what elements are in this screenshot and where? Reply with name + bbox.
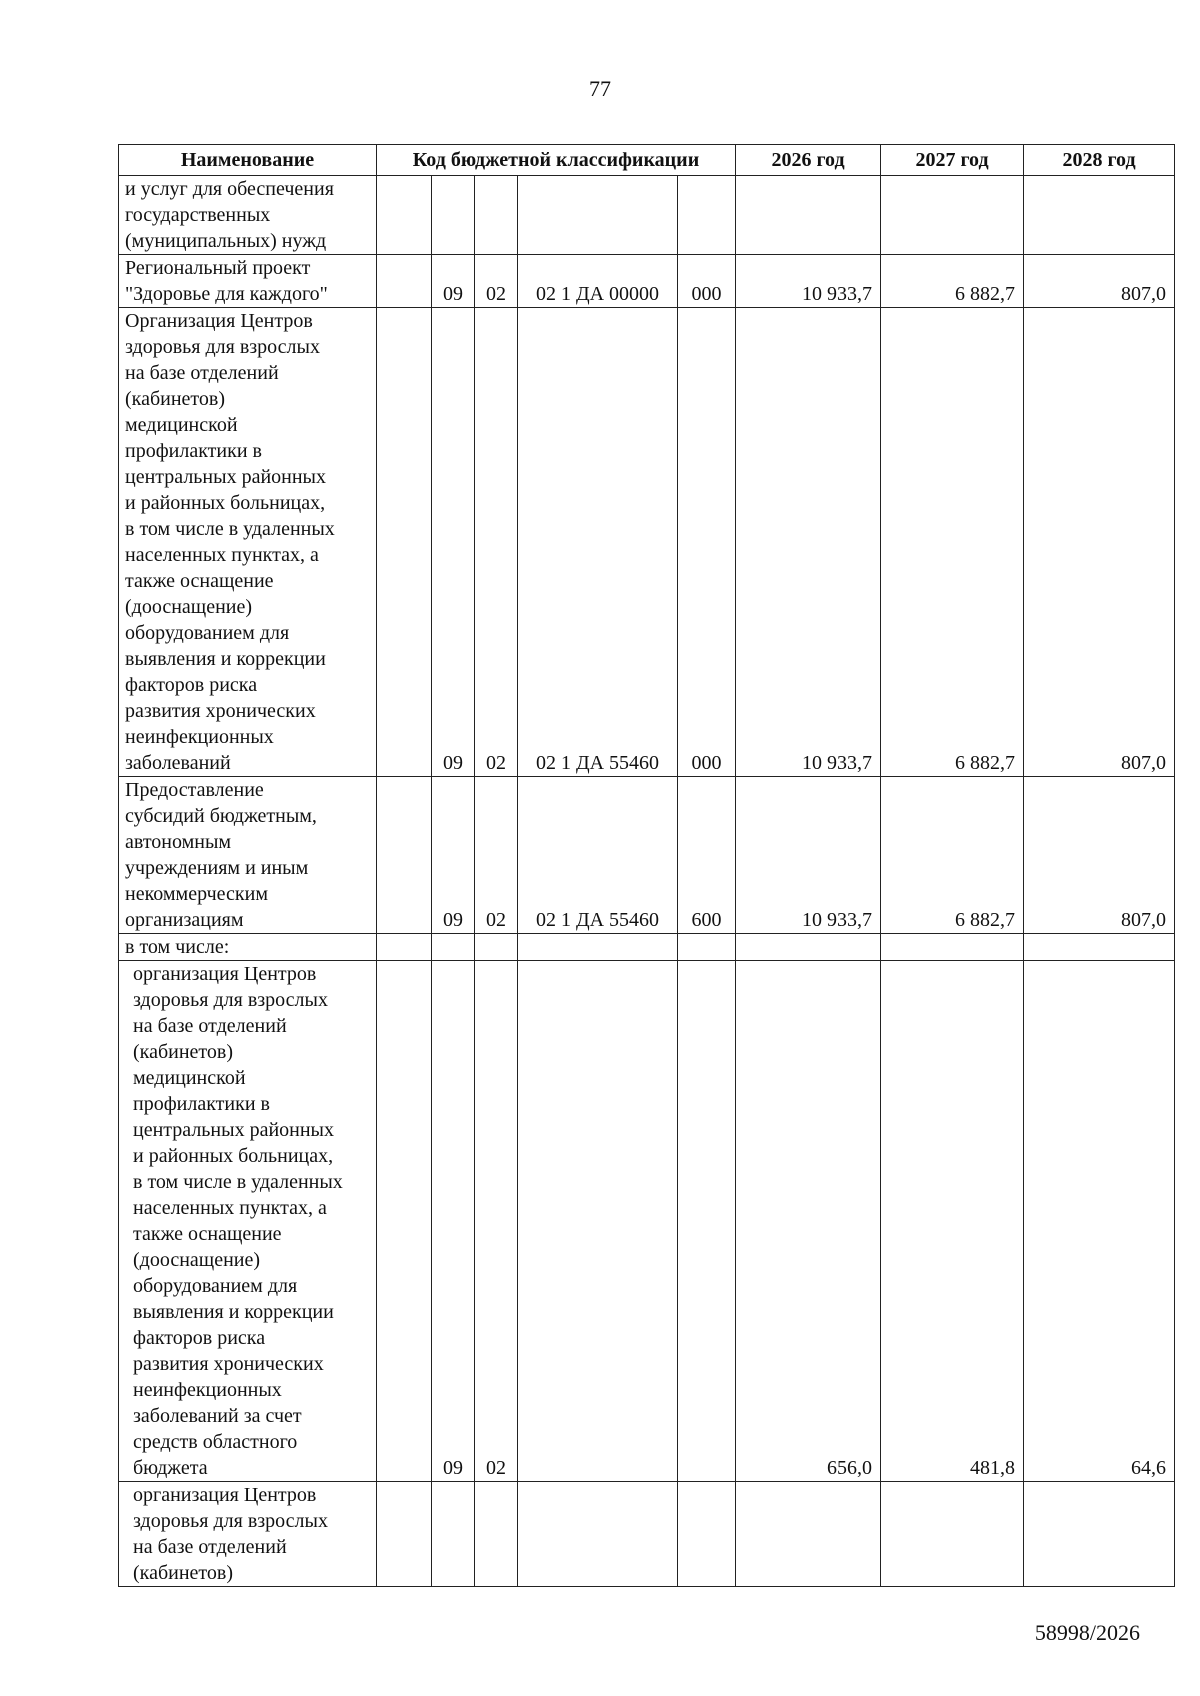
- row-code-subsection: 02: [475, 255, 518, 308]
- row-code-spacer: [377, 934, 432, 961]
- row-name-line: факторов риска: [133, 1327, 266, 1349]
- row-value-2026: 10 933,7: [736, 308, 881, 777]
- row-value-2028: 807,0: [1024, 308, 1175, 777]
- table-row: [119, 777, 1175, 934]
- row-code-subsection: 02: [475, 961, 518, 1482]
- row-value-2028: [1024, 934, 1175, 961]
- row-code-spacer: [377, 1482, 432, 1587]
- row-name-line: и услуг для обеспечения: [125, 178, 334, 200]
- row-name-line: центральных районных: [125, 466, 326, 488]
- row-name-line: на базе отделений: [133, 1015, 287, 1037]
- row-name-line: оборудованием для: [133, 1275, 298, 1297]
- row-name: [119, 176, 377, 255]
- row-code-section: [432, 934, 475, 961]
- row-name-line: заболеваний за счет: [133, 1405, 302, 1427]
- row-name-line: автономным: [125, 831, 232, 853]
- row-name-line: профилактики в: [125, 440, 262, 462]
- row-name-line: (муниципальных) нужд: [125, 230, 327, 252]
- row-name-line: (кабинетов): [133, 1041, 233, 1063]
- row-name-line: (кабинетов): [125, 388, 225, 410]
- row-value-2027: 6 882,7: [881, 777, 1024, 934]
- page-number: 77: [589, 76, 611, 101]
- row-name-line: населенных пунктах, а: [125, 544, 319, 566]
- row-code-section: 09: [432, 777, 475, 934]
- row-name-line: "Здоровье для каждого": [125, 283, 328, 305]
- row-value-2027: 6 882,7: [881, 308, 1024, 777]
- row-value-2026: [736, 176, 881, 255]
- row-name-line: организация Центров: [133, 963, 317, 985]
- row-code-subsection: [475, 1482, 518, 1587]
- row-code-spacer: [377, 961, 432, 1482]
- table-header-row: [119, 145, 1175, 176]
- row-code-target: [518, 1482, 678, 1587]
- row-name: [119, 1482, 377, 1587]
- row-code-subsection: [475, 176, 518, 255]
- row-code-subsection: 02: [475, 777, 518, 934]
- row-name-line: также оснащение: [125, 570, 274, 592]
- header-code: Код бюджетной классификации: [377, 145, 736, 176]
- row-value-2028: [1024, 176, 1175, 255]
- row-name-line: выявления и коррекции: [133, 1301, 334, 1323]
- row-value-2027: [881, 1482, 1024, 1587]
- row-code-spacer: [377, 176, 432, 255]
- row-name-line: здоровья для взрослых: [133, 989, 328, 1011]
- row-value-2026: 10 933,7: [736, 777, 881, 934]
- row-name-line: выявления и коррекции: [125, 648, 326, 670]
- row-code-section: 09: [432, 255, 475, 308]
- row-name-line: на базе отделений: [133, 1536, 287, 1558]
- row-name-line: средств областного: [133, 1431, 298, 1453]
- row-code-target: 02 1 ДА 55460: [518, 308, 678, 777]
- row-name-line: некоммерческим: [125, 883, 268, 905]
- row-value-2027: [881, 934, 1024, 961]
- row-name-line: медицинской: [125, 414, 238, 436]
- row-code-expense: 000: [678, 255, 736, 308]
- row-name-line: Предоставление: [125, 779, 264, 801]
- row-value-2028: [1024, 1482, 1175, 1587]
- row-code-spacer: [377, 255, 432, 308]
- row-value-2026: 656,0: [736, 961, 881, 1482]
- row-value-2028: 807,0: [1024, 777, 1175, 934]
- row-name-line: субсидий бюджетным,: [125, 805, 317, 827]
- row-code-subsection: 02: [475, 308, 518, 777]
- row-name-line: оборудованием для: [125, 622, 290, 644]
- row-name-line: центральных районных: [133, 1119, 334, 1141]
- table-row: [119, 934, 1175, 961]
- row-value-2027: [881, 176, 1024, 255]
- row-name-line: учреждениям и иным: [125, 857, 309, 879]
- row-code-expense: 600: [678, 777, 736, 934]
- row-name-line: в том числе в удаленных: [133, 1171, 343, 1193]
- row-code-section: 09: [432, 961, 475, 1482]
- row-name-line: населенных пунктах, а: [133, 1197, 327, 1219]
- row-name: [119, 961, 377, 1482]
- header-name: Наименование: [119, 145, 377, 176]
- row-name-line: здоровья для взрослых: [125, 336, 320, 358]
- row-code-expense: [678, 934, 736, 961]
- row-name-line: факторов риска: [125, 674, 258, 696]
- table-row: [119, 961, 1175, 1482]
- row-name: [119, 934, 377, 961]
- row-code-expense: 000: [678, 308, 736, 777]
- row-name-line: также оснащение: [133, 1223, 282, 1245]
- row-name-line: заболеваний: [125, 752, 231, 774]
- row-value-2027: 481,8: [881, 961, 1024, 1482]
- row-name-line: организация Центров: [133, 1484, 317, 1506]
- row-name-line: (дооснащение): [133, 1249, 261, 1271]
- row-name-line: неинфекционных: [125, 726, 274, 748]
- row-code-section: [432, 1482, 475, 1587]
- row-value-2026: [736, 934, 881, 961]
- table-row: [119, 1482, 1175, 1587]
- row-code-target: [518, 934, 678, 961]
- row-value-2028: 807,0: [1024, 255, 1175, 308]
- row-name-line: развития хронических: [133, 1353, 324, 1375]
- row-code-spacer: [377, 308, 432, 777]
- row-name-line: и районных больницах,: [125, 492, 326, 514]
- row-code-target: [518, 176, 678, 255]
- row-name-line: организациям: [125, 909, 244, 931]
- row-name: [119, 255, 377, 308]
- row-name-line: (дооснащение): [125, 596, 253, 618]
- row-code-target: 02 1 ДА 00000: [518, 255, 678, 308]
- row-name-line: в том числе в удаленных: [125, 518, 335, 540]
- row-name: [119, 777, 377, 934]
- header-2027: 2027 год: [881, 145, 1024, 176]
- row-name-line: на базе отделений: [125, 362, 279, 384]
- row-name: [119, 308, 377, 777]
- row-name-line: развития хронических: [125, 700, 316, 722]
- table-row: [119, 308, 1175, 777]
- row-name-line: неинфекционных: [133, 1379, 282, 1401]
- row-name-line: Региональный проект: [125, 257, 311, 279]
- row-name-line: медицинской: [133, 1067, 246, 1089]
- row-name-line: в том числе:: [125, 936, 230, 958]
- row-name-line: профилактики в: [133, 1093, 270, 1115]
- document-number: 58998/2026: [1034, 1620, 1140, 1645]
- row-name-line: государственных: [125, 204, 271, 226]
- row-name-line: здоровья для взрослых: [133, 1510, 328, 1532]
- row-code-spacer: [377, 777, 432, 934]
- row-code-expense: [678, 1482, 736, 1587]
- row-code-expense: [678, 961, 736, 1482]
- row-code-section: 09: [432, 308, 475, 777]
- row-name-line: (кабинетов): [133, 1562, 233, 1584]
- row-name-line: и районных больницах,: [133, 1145, 334, 1167]
- row-value-2026: [736, 1482, 881, 1587]
- row-name-line: Организация Центров: [125, 310, 313, 332]
- row-code-expense: [678, 176, 736, 255]
- row-code-section: [432, 176, 475, 255]
- row-value-2026: 10 933,7: [736, 255, 881, 308]
- table-row: [119, 255, 1175, 308]
- row-code-target: 02 1 ДА 55460: [518, 777, 678, 934]
- row-code-subsection: [475, 934, 518, 961]
- budget-table: [118, 144, 1175, 1587]
- row-name-line: бюджета: [133, 1457, 208, 1479]
- row-value-2028: 64,6: [1024, 961, 1175, 1482]
- row-value-2027: 6 882,7: [881, 255, 1024, 308]
- table-row: [119, 176, 1175, 255]
- row-code-target: [518, 961, 678, 1482]
- header-2028: 2028 год: [1024, 145, 1175, 176]
- header-2026: 2026 год: [736, 145, 881, 176]
